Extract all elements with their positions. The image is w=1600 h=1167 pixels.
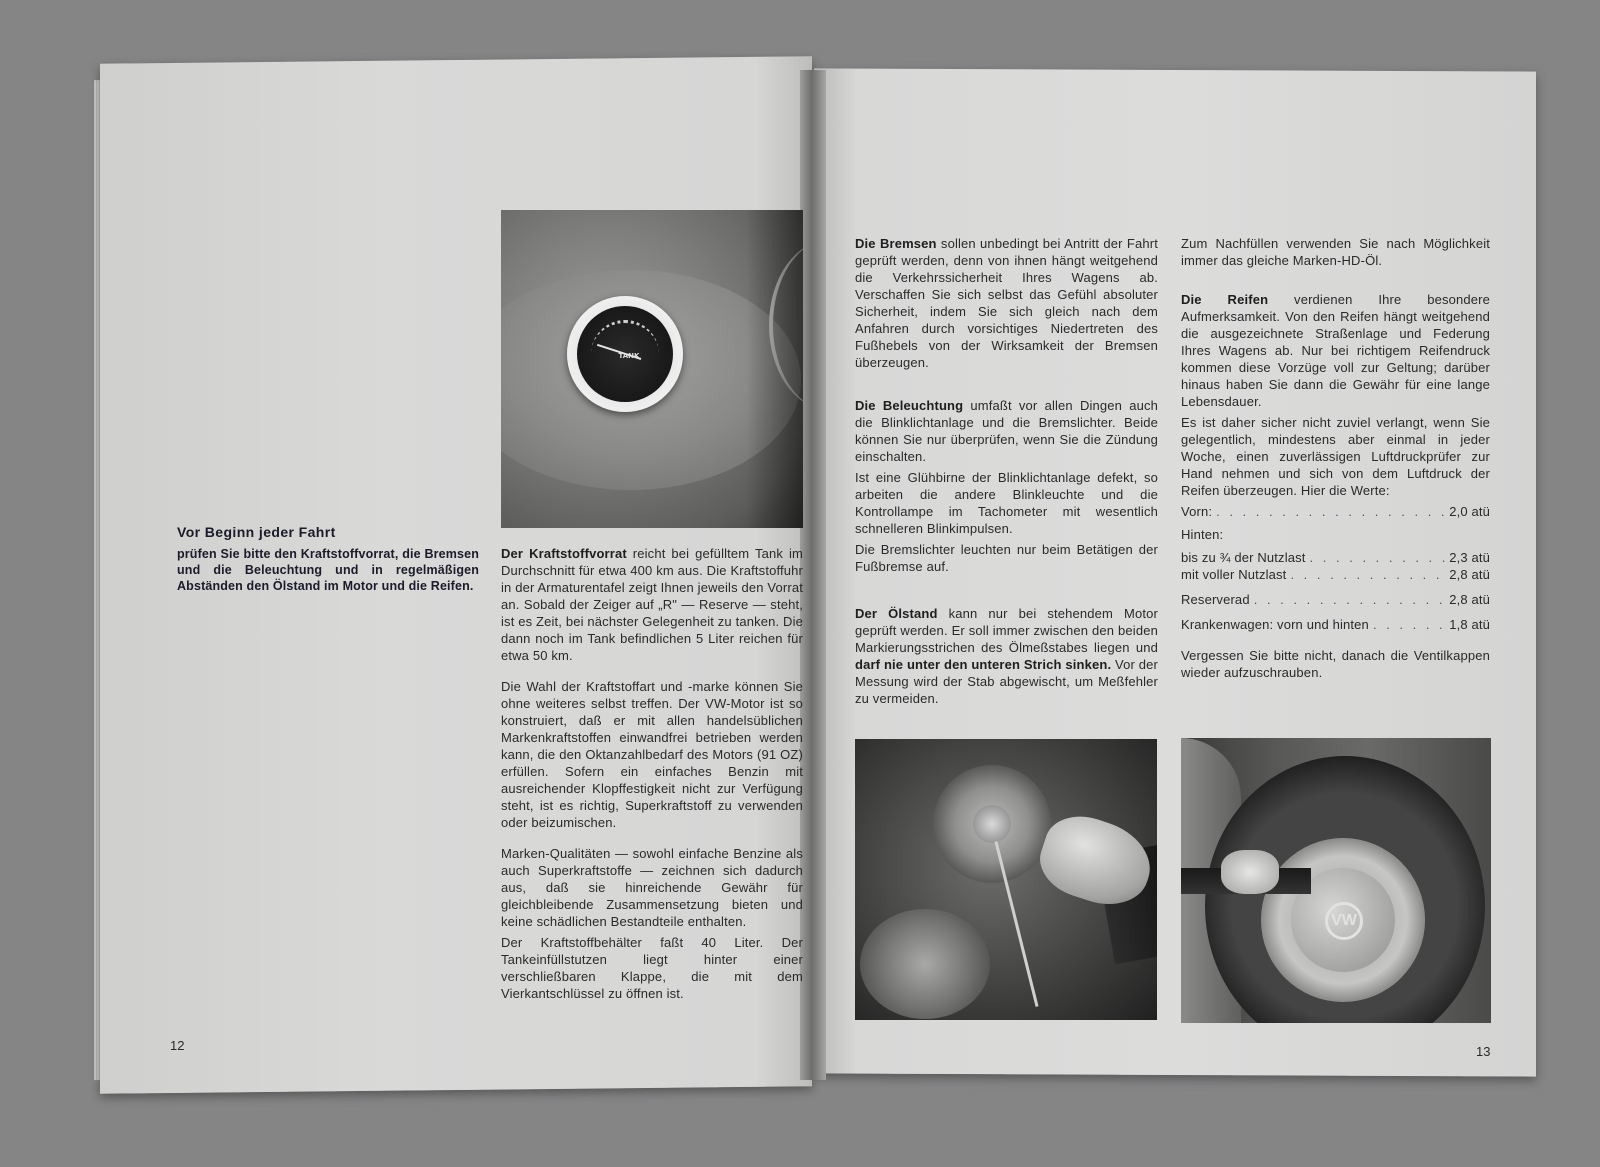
pressure-value: 2,0 atü [1449,504,1490,519]
kraftstoff-paragraph [501,545,803,664]
oelstand-heading: Der Ölstand [855,606,938,621]
ventil-paragraph: Vergessen Sie bitte nicht, danach die Ventilkappen wieder aufzuschrauben. [1181,648,1490,680]
reifen-paragraph [1181,291,1490,410]
behaelter-paragraph: Der Kraftstoffbehälter faßt 40 Liter. Der Tankeinfüllstutzen liegt hinter einer verschließbaren Klappe, die mit dem Vierkantschlüssel zu öffnen ist. [501,935,803,1001]
oelstand-text-1: kann nur bei stehendem Motor geprüft werden. Er soll immer zwischen den beiden Markierungsstrichen des Ölmeßstabes liegen und [855,606,1158,655]
pressure-row-hinten [1181,526,1490,543]
pressure-label: Krankenwagen: vorn und hinten [1181,617,1369,632]
bremslichter-paragraph: Die Bremslichter leuchten nur beim Betätigen der Fußbremse auf. [855,542,1158,574]
generator-pulley [933,765,1051,883]
fuel-gauge [567,296,683,412]
pressure-label: Reserverad [1181,592,1250,607]
oelstand-paragraph [855,605,1158,707]
luftdruck-paragraph: Es ist daher sicher nicht zuviel verlangt, wenn Sie gelegentlich, mindestens aber einmal in jeder Woche, einen zuverlässigen Luftdruckprüfer zur Hand nehmen und sich von dem Luftdruck der Reifen überzeugen. Hier die Werte: [1181,415,1490,498]
pulley-hub [973,805,1011,843]
right-text-column-2 [1181,235,1490,683]
beleuchtung-text: umfaßt vor allen Dingen auch die Blinklichtanlage und die Bremslichter. Beide können Sie nur überprüfen, wenn Sie die Zündung einschalten. [855,398,1158,464]
bremsen-text: sollen unbedingt bei Antritt der Fahrt geprüft werden, denn von ihnen hängt weitgehend die Verkehrssicherheit Ihres Wagens ab. Verschaffen Sie sich selbst das Gefühl absoluter Sicherheit, indem Sie sich gleich nach dem Anfahren durch vorsichtiges Niedertreten des Fußhebels von der Wirksamkeit der Bremsen überzeugen. [855,236,1158,370]
right-text-column-1 [855,235,1158,709]
oelstand-warning: darf nie unter den unteren Strich sinken. [855,657,1112,672]
dot-leader [1290,566,1445,583]
marken-paragraph: Marken-Qualitäten — sowohl einfache Benzine als auch Superkraftstoffe — zeichnen sich dadurch aus, daß sie hinreichende Gewähr für gleichbleibende Zusammensetzung bieten und keine schädlichen Bestandteile enthalten. [501,846,803,929]
bremsen-heading: Die Bremsen [855,236,937,251]
pressure-value: 2,3 atü [1449,550,1490,565]
photo-shadow [746,210,803,528]
vw-logo-icon: VW [1325,902,1363,940]
fuel-gauge-photo [501,210,803,528]
beleuchtung-heading: Die Beleuchtung [855,398,964,413]
pressure-label: bis zu ¾ der Nutzlast [1181,550,1306,565]
pressure-value: 2,8 atü [1449,592,1490,607]
page-number-right: 13 [1476,1044,1491,1059]
wahl-paragraph: Die Wahl der Kraftstoffart und -marke können Sie ohne weiteres selbst treffen. Der VW-Motor ist so konstruiert, daß er mit allen handelsüblichen Markenkraftstoffen einwandfrei betrieben werden kann, die den Oktanzahlbedarf des Motors (91 OZ) erfüllen. Sofern ein einfaches Benzin mit ausreichender Klopffestigkeit nicht zur Verfügung steht, ist es richtig, Superkraftstoff zu verwenden oder beizumischen. [501,679,803,830]
pressure-row-kranken [1181,616,1490,633]
pressure-label: Vorn: [1181,504,1213,519]
oelstand-text-2: Vor der Messung wird der Stab abgewischt, um Meßfehler zu vermeiden. [855,657,1159,706]
booklet-gutter [800,70,826,1080]
left-text-column [501,545,803,1004]
pressure-label: Hinten: [1181,527,1224,542]
reifen-heading: Die Reifen [1181,292,1269,307]
intro-text: prüfen Sie bitte den Kraftstoffvorrat, die Bremsen und die Beleuchtung und in regelmäßigen Abständen den Ölstand im Motor und die Reifen. [177,547,479,593]
pressure-label: mit voller Nutzlast [1181,567,1287,582]
gauge-tank-label: TANK [618,352,640,360]
page-number-left: 12 [170,1038,185,1053]
kraftstoff-text: reicht bei gefülltem Tank im Durchschnitt für etwa 400 km aus. Die Kraftstoffuhr in der Armaturentafel zeigt Ihnen jeweils den Vorrat an. Sobald der Zeiger auf „R" — Reserve — steht, ist es Zeit, bei nächster Gelegenheit zu tanken. Die dann noch im Tank befindlichen 5 Liter reichen für etwa 50 km. [501,546,803,663]
fuel-gauge-face [577,306,673,402]
reifen-text: verdienen Ihre besondere Aufmerksamkeit. Von den Reifen hängt weitgehend die ausgezeichnete Straßenlage und Federung Ihres Wagens ab. Nur bei richtigem Reifendruck kommen diese Vorzüge voll zur Geltung; darüber hinaus haben Sie dann die Gewähr für eine lange Lebensdauer. [1181,292,1491,409]
tire-pressure-photo [1181,738,1491,1023]
pressure-value: 1,8 atü [1449,617,1490,632]
kraftstoff-heading: Der Kraftstoffvorrat [501,546,627,561]
wheel-rim [1261,838,1425,1002]
bremsen-paragraph [855,235,1158,371]
hand-with-gauge [1221,850,1279,894]
intro-title: Vor Beginn jeder Fahrt [177,524,336,540]
gluehbirne-paragraph: Ist eine Glühbirne der Blinklichtanlage defekt, so arbeiten die andere Blinkleuchte und die Kontrollampe im Tachometer mit wesentlich schnelleren Blinkimpulsen. [855,470,1158,536]
pressure-row-voller [1181,566,1490,583]
crankshaft-pulley [860,909,990,1019]
pressure-row-bis [1181,549,1490,566]
pressure-value: 2,8 atü [1449,567,1490,582]
dot-leader [1373,616,1445,633]
dot-leader [1216,503,1445,520]
beleuchtung-paragraph [855,397,1158,465]
engine-dipstick-photo [855,739,1157,1020]
pressure-row-vorn [1181,503,1490,520]
dot-leader [1310,549,1446,566]
nachfuellen-paragraph: Zum Nachfüllen verwenden Sie nach Möglichkeit immer das gleiche Marken-HD-Öl. [1181,236,1490,268]
pressure-row-reserve [1181,591,1490,608]
tire-pressure-table [1181,503,1490,633]
dot-leader [1254,591,1445,608]
